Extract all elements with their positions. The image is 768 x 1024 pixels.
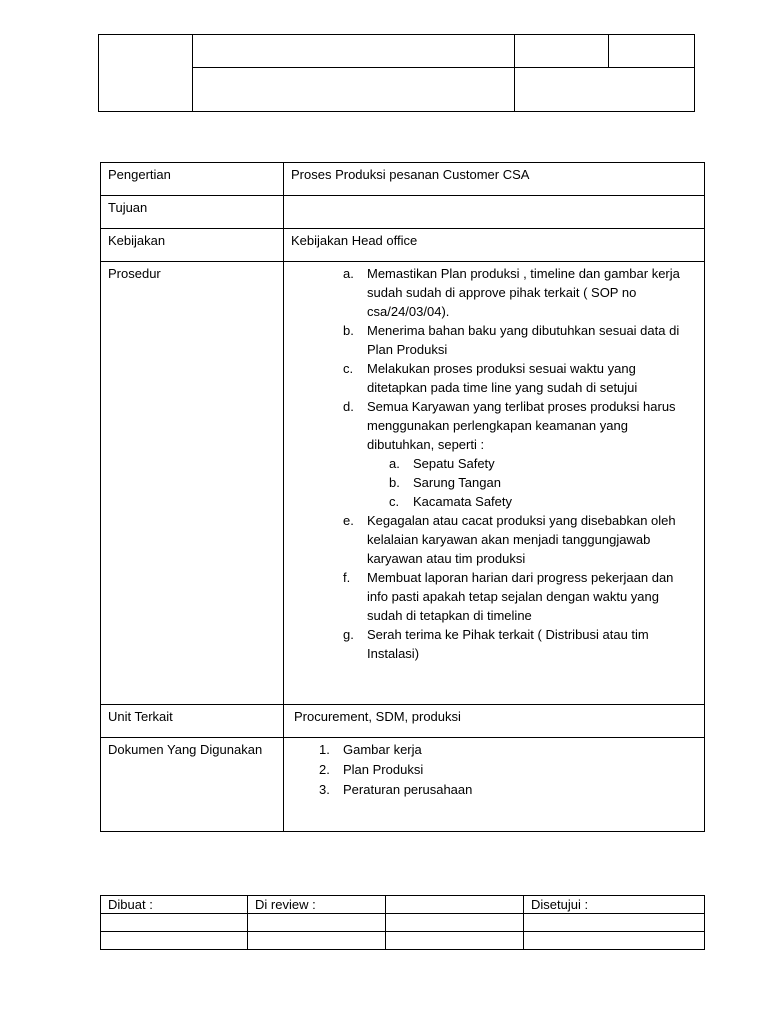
sig-cell	[101, 932, 248, 950]
list-item: 2. Plan Produksi	[319, 762, 424, 777]
row-label-pengertian: Pengertian	[101, 163, 284, 196]
sig-direview-label: Di review :	[248, 896, 386, 914]
list-item: f. Membuat laporan harian dari progress pekerjaan dan info pasti apakah tetap sejalan dengan waktu yang sudah di tetapkan di timeline	[343, 570, 674, 623]
table-row	[101, 196, 705, 229]
document-header	[98, 34, 695, 112]
sop-table	[100, 162, 705, 832]
sig-cell	[248, 914, 386, 932]
row-label-prosedur: Prosedur	[101, 262, 284, 705]
sig-cell	[248, 932, 386, 950]
list-item: g. Serah terima ke Pihak terkait ( Distribusi atau tim Instalasi)	[343, 627, 649, 661]
table-row	[101, 932, 705, 950]
table-row	[101, 229, 705, 262]
sig-cell	[524, 914, 705, 932]
header-divider	[192, 67, 694, 68]
sig-disetujui-label: Disetujui :	[524, 896, 705, 914]
row-value-unit-terkait: Procurement, SDM, produksi	[284, 705, 705, 738]
dokumen-list	[319, 740, 697, 800]
table-row	[101, 262, 705, 705]
table-row	[101, 705, 705, 738]
safety-list	[389, 454, 697, 511]
header-divider	[608, 35, 609, 67]
list-item: a. Sepatu Safety	[389, 456, 495, 471]
row-value-pengertian: Proses Produksi pesanan Customer CSA	[284, 163, 705, 196]
sig-cell	[386, 932, 524, 950]
row-label-kebijakan: Kebijakan	[101, 229, 284, 262]
table-row	[101, 738, 705, 832]
row-label-unit-terkait: Unit Terkait	[101, 705, 284, 738]
sig-blank-label	[386, 896, 524, 914]
sig-cell	[101, 914, 248, 932]
list-item: b. Sarung Tangan	[389, 475, 501, 490]
list-item: e. Kegagalan atau cacat produksi yang disebabkan oleh kelalaian karyawan akan menjadi tanggungjawab karyawan atau tim produksi	[343, 513, 676, 566]
list-item: a. Memastikan Plan produksi , timeline dan gambar kerja sudah sudah di approve pihak terkait ( SOP no csa/24/03/04).	[343, 266, 680, 319]
header-divider	[192, 35, 193, 111]
list-item: c. Melakukan proses produksi sesuai waktu yang ditetapkan pada time line yang sudah di setujui	[343, 361, 638, 395]
row-label-dokumen: Dokumen Yang Digunakan	[101, 738, 284, 832]
row-value-dokumen	[284, 738, 705, 832]
row-value-kebijakan: Kebijakan Head office	[284, 229, 705, 262]
table-row	[101, 163, 705, 196]
list-item: b. Menerima bahan baku yang dibutuhkan sesuai data di Plan Produksi	[343, 323, 680, 357]
row-label-tujuan: Tujuan	[101, 196, 284, 229]
list-item: c. Kacamata Safety	[389, 494, 512, 509]
signature-table	[100, 895, 705, 950]
list-item: 1. Gambar kerja	[319, 742, 422, 757]
sig-dibuat-label: Dibuat :	[101, 896, 248, 914]
prosedur-list	[343, 264, 697, 663]
list-item: 3. Peraturan perusahaan	[319, 782, 473, 797]
sig-cell	[386, 914, 524, 932]
table-row	[101, 896, 705, 914]
row-value-prosedur	[284, 262, 705, 705]
list-item: d. Semua Karyawan yang terlibat proses produksi harus menggunakan perlengkapan keamanan yang dibutuhkan, seperti : a. Sepatu Safety b. Sarung Tangan c. Kacamata Safety	[343, 397, 697, 511]
sig-cell	[524, 932, 705, 950]
row-value-tujuan	[284, 196, 705, 229]
table-row	[101, 914, 705, 932]
header-divider	[514, 35, 515, 111]
